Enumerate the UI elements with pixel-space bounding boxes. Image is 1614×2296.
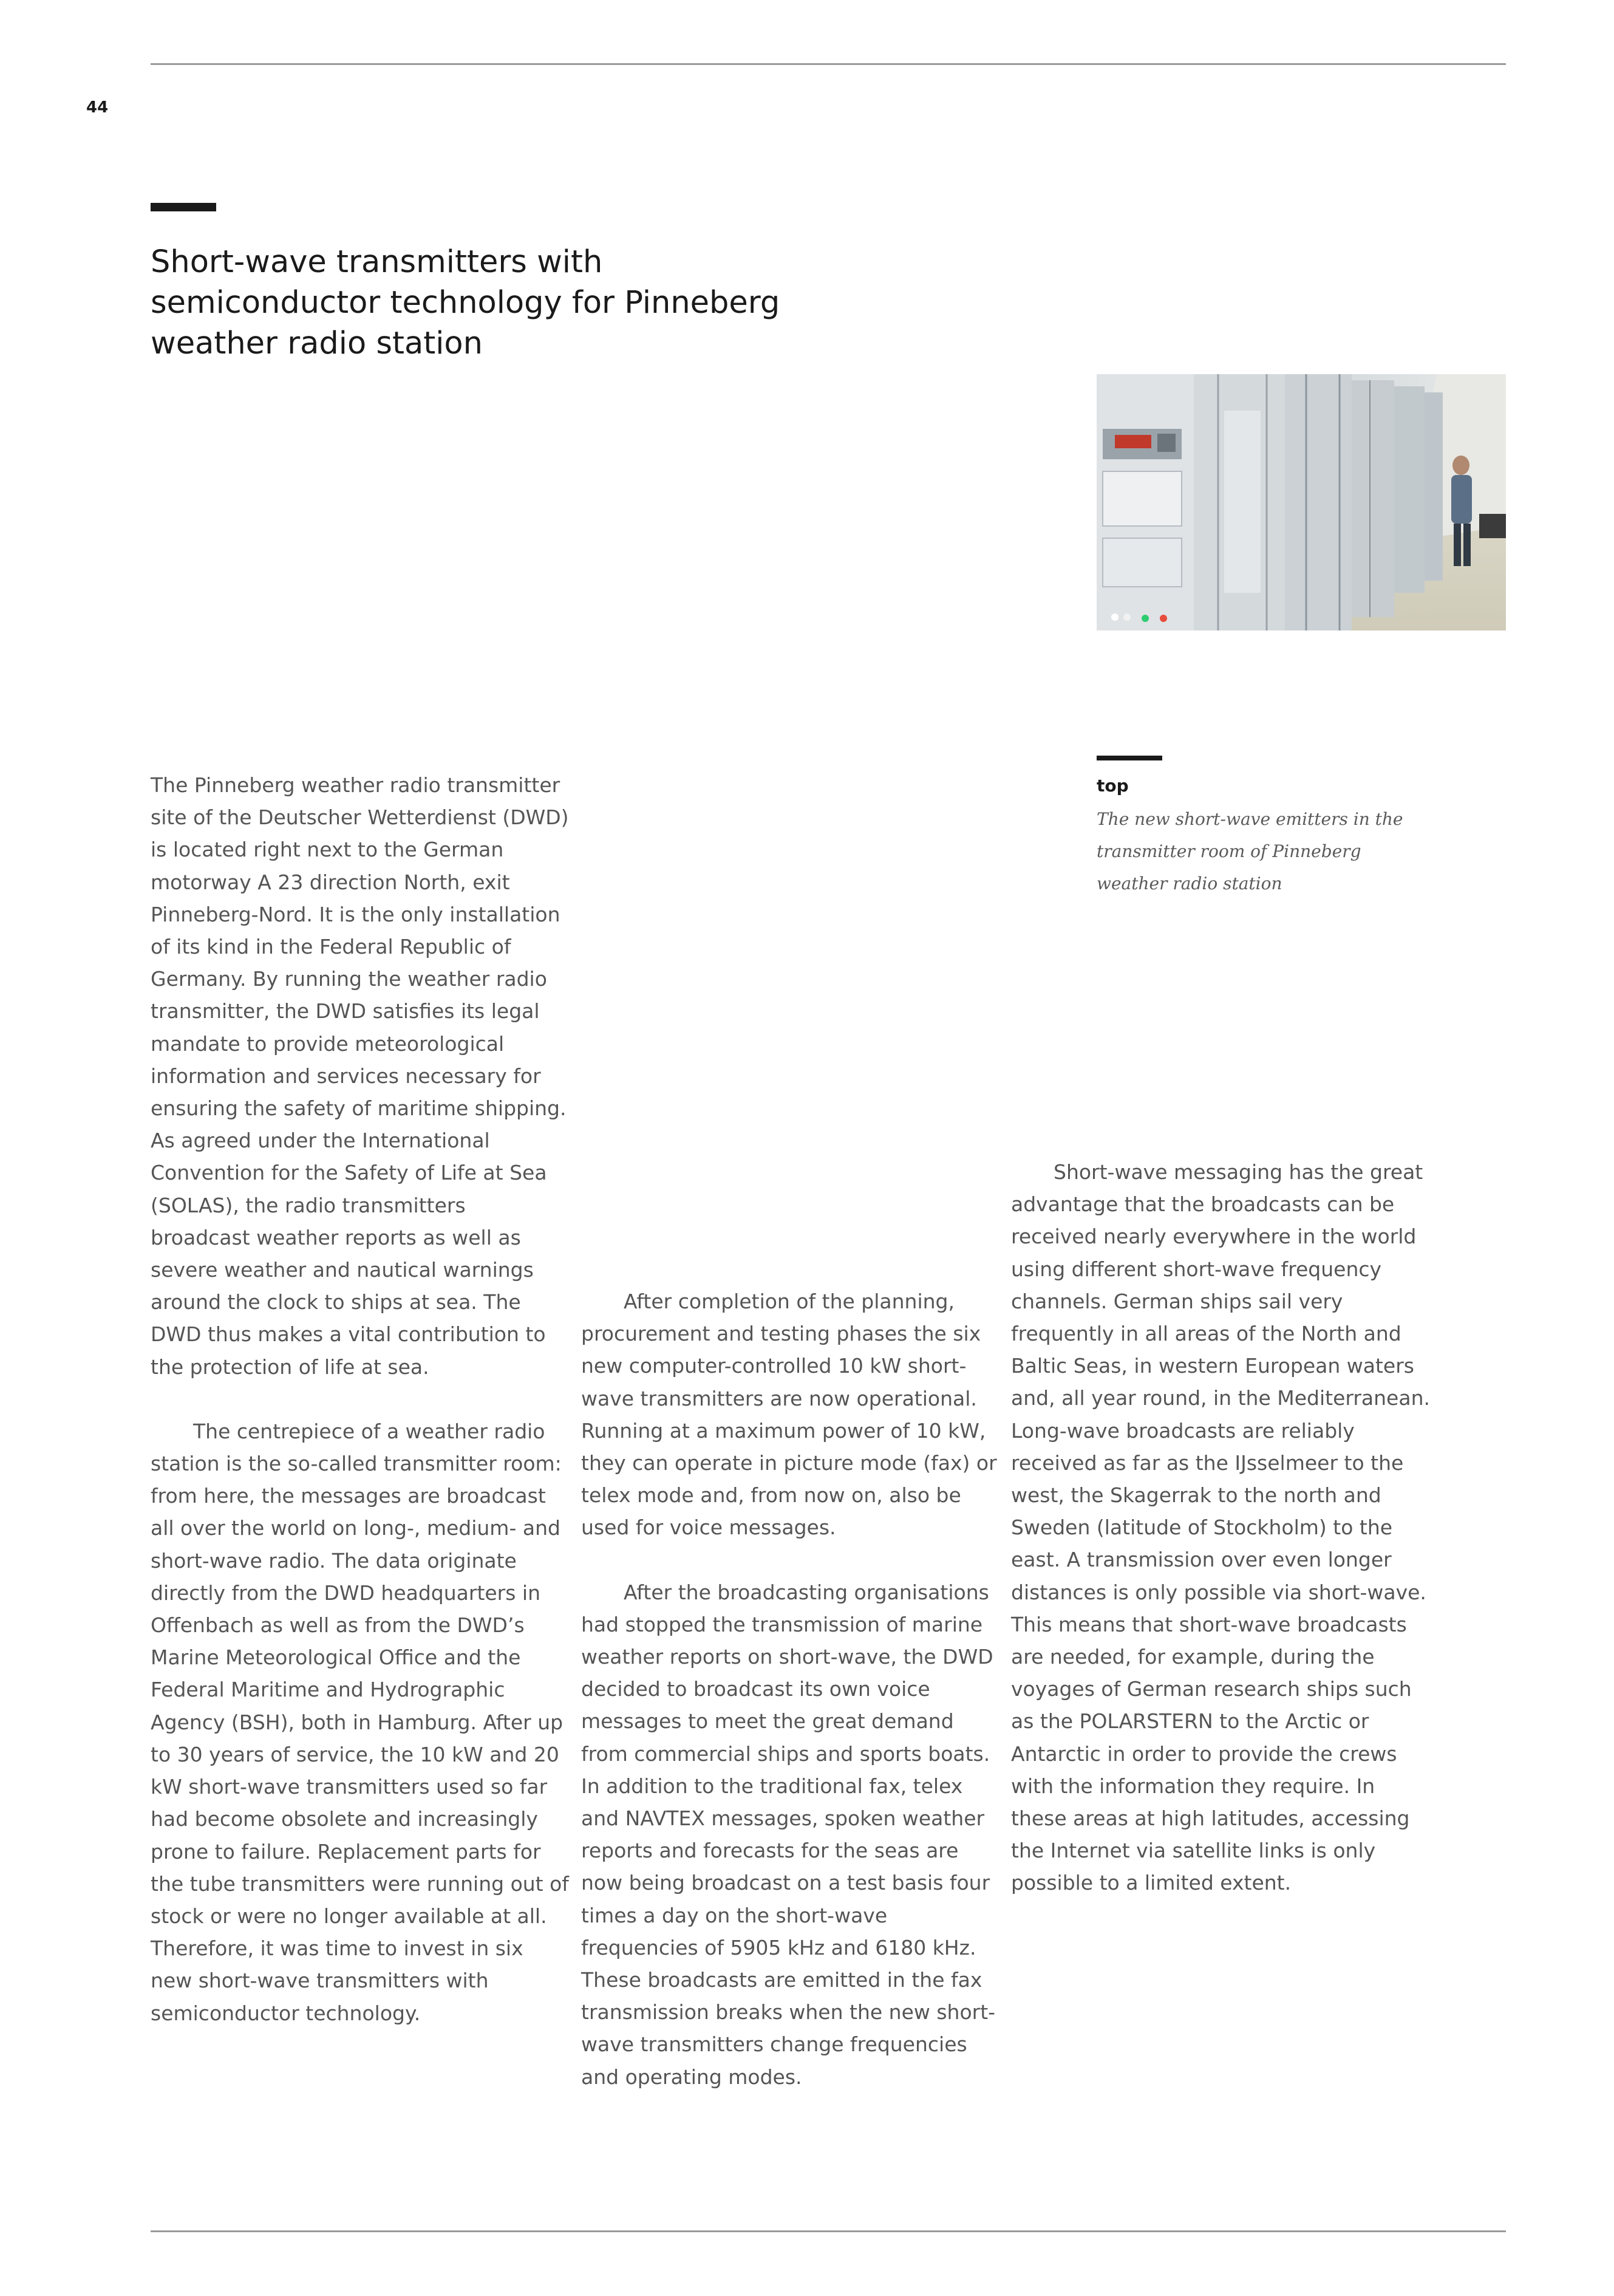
paragraph: After the broadcasting organisations had stopped the transmission of marine weather reports on short-wave, the DWD decided to broadcast its own voice messages to meet the great demand from commercial ships and sports boats. In addition to the traditional fax, telex and NAVTEX messages, spoken weather reports and forecasts for the seas are now being broadcast on a test basis four times a day on the short-wave frequencies of 5905 kHz and 6180 kHz. These broadcasts are emitted in the fax transmission breaks when the new short-wave transmitters change frequencies and operating modes. <box>581 1580 996 2089</box>
paragraph: The Pinneberg weather radio transmitter site of the Deutscher Wetterdienst (DWD) is located right next to the German motorway A 23 direction North, exit Pinneberg-Nord. It is the only installation of its kind in the Federal Republic of Germany. By running the weather radio transmitter, the DWD satisfies its legal mandate to provide meteorological information and services necessary for ensuring the safety of maritime shipping. As agreed under the International Convention for the Safety of Life at Sea (SOLAS), the radio transmitters broadcast weather reports as well as severe weather and nautical warnings around the clock to ships at sea. The DWD thus makes a vital contribution to the protection of life at sea. <box>151 773 569 1379</box>
header-rule <box>151 63 1506 65</box>
text-column-3 <box>1011 1156 1430 1899</box>
title-accent-bar <box>151 203 216 211</box>
paragraph: Short-wave messaging has the great advantage that the broadcasts can be received nearly everywhere in the world using different short-wave frequency channels. German ships sail very frequently in all areas of the North and Baltic Seas, in western European waters and, all year round, in the Mediterranean. Long-wave broadcasts are reliably received as far as the IJsselmeer to the west, the Skagerrak to the north and Sweden (latitude of Stockholm) to the east. A transmission over even longer distances is only possible via short-wave. This means that short-wave broadcasts are needed, for example, during the voyages of German research ships such as the POLARSTERN to the Arctic or Antarctic in order to provide the crews with the information they require. In these areas at high latitudes, accessing the Internet via satellite links is only possible to a limited extent. <box>1011 1160 1430 1895</box>
caption-label: top <box>1097 776 1129 796</box>
transmitter-room-photo <box>1097 374 1506 630</box>
photo-illustration <box>1097 374 1506 630</box>
page-title: Short-wave transmitters with semiconductor technology for Pinneberg weather radio station <box>151 244 780 361</box>
caption-accent-bar <box>1097 756 1162 760</box>
photo-caption: The new short-wave emitters in the transmitter room of Pinneberg weather radio station <box>1097 809 1403 893</box>
paragraph: The centrepiece of a weather radio station is the so-called transmitter room: from here, the messages are broadcast all over the world on long-, medium- and short-wave radio. The data originate directly from the DWD headquarters in Offenbach as well as from the DWD’s Marine Meteorological Office and the Federal Maritime and Hydrographic Agency (BSH), both in Hamburg. After up to 30 years of service, the 10 kW and 20 kW short-wave transmitters used so far had become obsolete and increasingly prone to failure. Replacement parts for the tube transmitters were running out of stock or were no longer available at all. Therefore, it was time to invest in six new short-wave transmitters with semiconductor technology. <box>151 1419 569 2025</box>
paragraph: After completion of the planning, procurement and testing phases the six new computer-controlled 10 kW short-wave transmitters are now operational. Running at a maximum power of 10 kW, they can operate in picture mode (fax) or telex mode and, from now on, also be used for voice messages. <box>581 1290 997 1540</box>
text-column-2 <box>581 1285 1000 2093</box>
footer-rule <box>151 2230 1506 2232</box>
page-number: 44 <box>86 98 109 117</box>
text-column-1 <box>151 769 570 2029</box>
